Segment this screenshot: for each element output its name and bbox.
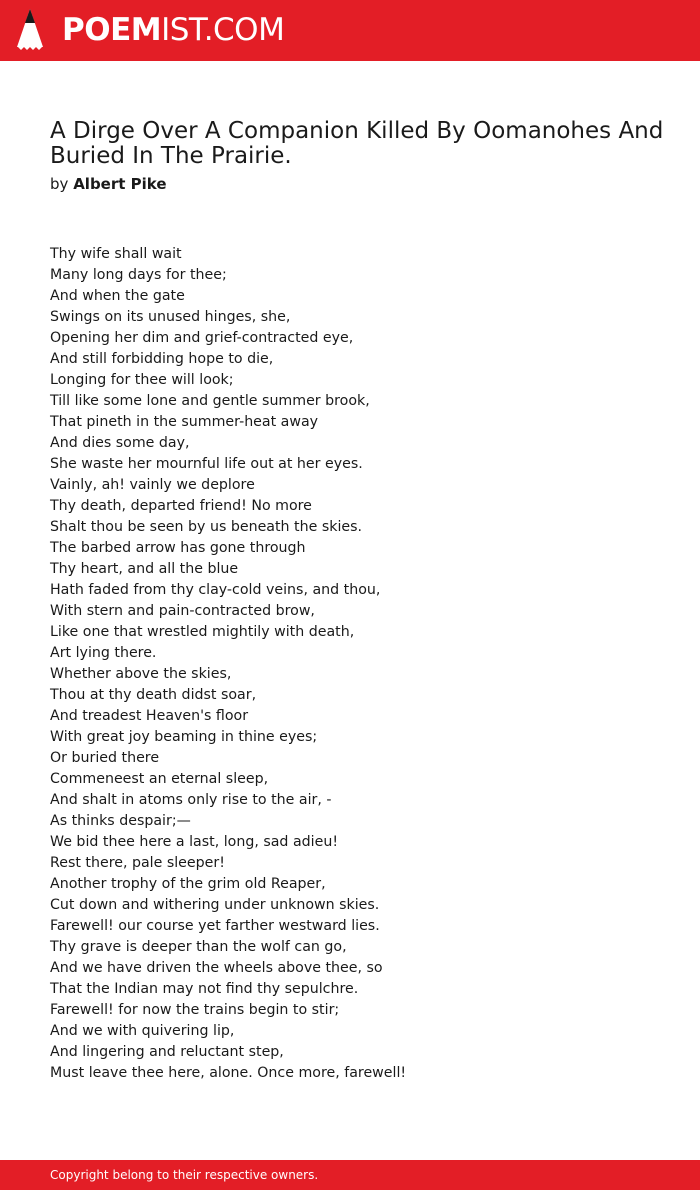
poem-line: Art lying there. xyxy=(50,645,157,661)
author-name: Albert Pike xyxy=(73,175,167,193)
poem-title: A Dirge Over A Companion Killed By Oomanohes And Buried In The Prairie. xyxy=(50,118,664,169)
poem-line: The barbed arrow has gone through xyxy=(50,540,306,556)
logo-text-light: IST.COM xyxy=(161,12,285,48)
poem-line: Thy heart, and all the blue xyxy=(50,561,239,577)
poem-line: Vainly, ah! vainly we deplore xyxy=(50,477,255,493)
site-header xyxy=(0,0,700,61)
poem-line: Thy death, departed friend! No more xyxy=(50,498,312,514)
poem-line: Till like some lone and gentle summer brook, xyxy=(50,393,370,409)
poem-line: Many long days for thee; xyxy=(50,267,227,283)
poem-line: Cut down and withering under unknown skies. xyxy=(50,897,380,913)
poem-line: Shalt thou be seen by us beneath the skies. xyxy=(50,519,363,535)
poem-line: That the Indian may not find thy sepulchre. xyxy=(50,981,359,997)
poem-body xyxy=(50,244,670,1084)
poem-line: And dies some day, xyxy=(50,435,190,451)
poem-line: Commeneest an eternal sleep, xyxy=(50,771,269,787)
poem-line: Swings on its unused hinges, she, xyxy=(50,309,291,325)
poem-line: As thinks despair;— xyxy=(50,813,191,829)
poem-line: Must leave thee here, alone. Once more, farewell! xyxy=(50,1065,407,1081)
poem-line: Farewell! our course yet farther westward lies. xyxy=(50,918,380,934)
poem-line: And lingering and reluctant step, xyxy=(50,1044,284,1060)
poem-line: That pineth in the summer-heat away xyxy=(50,414,319,430)
poem-line: And when the gate xyxy=(50,288,185,304)
poem-line: She waste her mournful life out at her eyes. xyxy=(50,456,363,472)
pencil-tip-icon[interactable] xyxy=(17,9,43,51)
poem-line: Whether above the skies, xyxy=(50,666,232,682)
poem-line: Opening her dim and grief-contracted eye, xyxy=(50,330,354,346)
site-footer xyxy=(0,1160,700,1190)
poem-line: And we have driven the wheels above thee, so xyxy=(50,960,383,976)
poem-line: We bid thee here a last, long, sad adieu! xyxy=(50,834,339,850)
poem-line: And still forbidding hope to die, xyxy=(50,351,274,367)
poem-line: And treadest Heaven's floor xyxy=(50,708,249,724)
poem-line: Hath faded from thy clay-cold veins, and thou, xyxy=(50,582,381,598)
site-logo[interactable] xyxy=(62,12,284,48)
poem-line: With stern and pain-contracted brow, xyxy=(50,603,315,619)
poem-line: Thy grave is deeper than the wolf can go, xyxy=(50,939,347,955)
poem-line: Farewell! for now the trains begin to stir; xyxy=(50,1002,340,1018)
poem-line: And shalt in atoms only rise to the air, - xyxy=(50,792,332,808)
poem-line: Thou at thy death didst soar, xyxy=(50,687,257,703)
poem-line: Thy wife shall wait xyxy=(50,246,182,262)
poem-line: And we with quivering lip, xyxy=(50,1023,235,1039)
poem-line: Another trophy of the grim old Reaper, xyxy=(50,876,326,892)
poem-line: Or buried there xyxy=(50,750,160,766)
poem-line: Like one that wrestled mightily with death, xyxy=(50,624,355,640)
logo-text-bold: POEM xyxy=(62,12,162,48)
poem-line: With great joy beaming in thine eyes; xyxy=(50,729,318,745)
poem-line: Longing for thee will look; xyxy=(50,372,234,388)
byline-prefix: by xyxy=(50,175,69,193)
poem-line: Rest there, pale sleeper! xyxy=(50,855,225,871)
copyright-text: Copyright belong to their respective owners. xyxy=(50,1168,319,1182)
byline xyxy=(50,174,167,194)
